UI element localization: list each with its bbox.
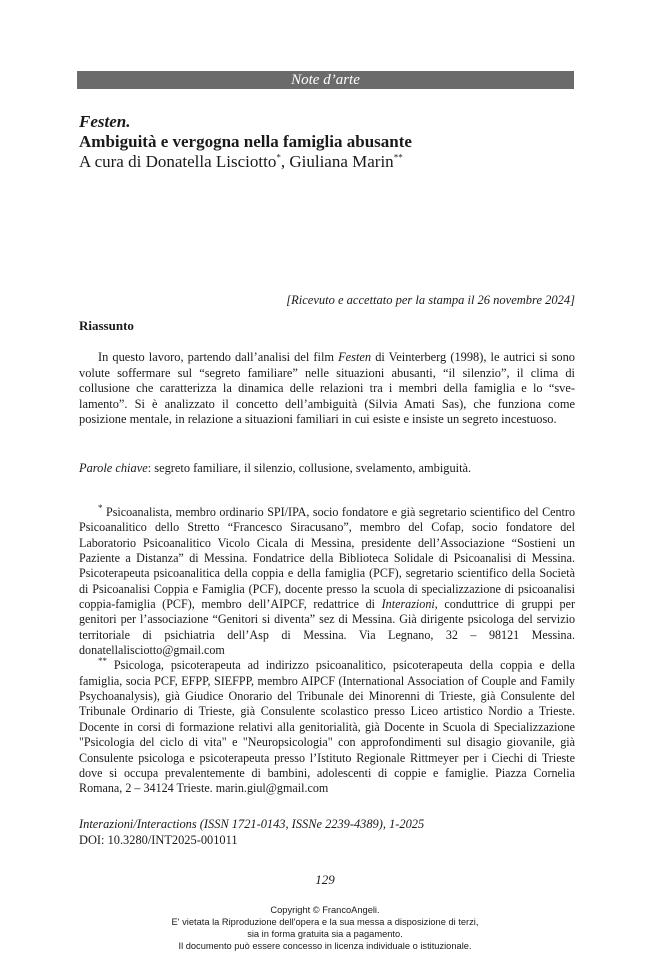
section-label-bar xyxy=(77,71,574,89)
article-authors xyxy=(79,152,579,172)
keywords xyxy=(79,461,575,477)
keywords-label: Parole chiave xyxy=(79,461,148,475)
title-block xyxy=(79,112,579,172)
article-title: Festen. xyxy=(79,112,131,131)
film-title: Festen xyxy=(338,350,372,364)
authors-prefix: A cura di Donatella Lisciotto xyxy=(79,152,277,171)
abstract-text-end: di Veinterberg (1998), le autrici si sono volute soffermare sul “segreto familiare” nelle situazioni abusanti, “il silenzio”, il clima di collusione che caratterizza la dinamica delle relazioni tra i membri della famiglia e lo “svelamento”. Si è analizzato il concetto dell’ambiguità (Silvia Amati Sas), che funziona come posizione mentale, in relazione a situazioni familiari in cui esiste e insiste un segreto incestuoso. xyxy=(79,350,575,427)
author1-footnote-mark: * xyxy=(276,152,281,163)
abstract-text xyxy=(79,350,575,428)
abstract-heading: Riassunto xyxy=(79,318,134,333)
copyright-line-4: Il documento può essere concesso in licenza individuale o istituzionale. xyxy=(178,941,472,951)
footnotes xyxy=(79,502,575,797)
footnote-2-text: Psicologa, psicoterapeuta ad indirizzo psicoanalitico, psicoterapeuta della coppia e della famiglia, socia PCF, EFPP, SIEFPP, membro AIPCF (International Association of Couple and Family Psychoanalysis), già Giudice Onorario del Tribunale dei Minorenni di Trieste, già Consulente del Tribunale Ordinario di Trieste, già Consulente scolastico presso Liceo artistico Nordio a Trieste. Docente in corsi di formazione relativi alla genitorialità, già Docente in Scuola di Specializzazione "Psicologia del ciclo di vita" e "Neuropsicologia" con approfondimenti sul disagio giovanile, già Consulente psicologa e psicoterapeuta presso l’Istituto Regionale Rittmeyer per i Ciechi di Trieste dove si occupa prevalentemente di bambini, adolescenti di coppie e famiglie. Piazza Cornelia Romana, 2 – 34124 Trieste. marin.giul@gmail.com xyxy=(79,658,575,796)
journal-citation: Interazioni/Interactions (ISSN 1721-0143, ISSNe 2239-4389), 1-2025 xyxy=(79,817,425,831)
page-number: 129 xyxy=(315,872,335,887)
article-subtitle: Ambiguità e vergogna nella famiglia abusante xyxy=(79,132,412,151)
footnote-1-text-end: , conduttrice di gruppi per genitori per l’associazione “Genitori si diventa” sez di Messina. Già dirigente psicologa del servizio territoriale di psichiatria dell’Asp di Messina. Via Legnano, 32 – 98121 Messina. donatellalisciotto@gmail.com xyxy=(79,597,575,658)
footnote-1-text-start: Psicoanalista, membro ordinario SPI/IPA, socio fondatore e già segretario scientifico del Centro Psicoanalitico dello Stretto “Francesco Siracusano”, membro del Cofap, socio fondatore del Laboratorio Psicoanalitico Vicolo Cicala di Messina, presidente dell’Associazione “Sostieni un Paziente a Distanza” di Messina. Fondatrice della Biblioteca Solidale di Psicoanalisi di Messina. Psicoterapeuta psicoanalitica della coppia e della famiglia (PCF), segretario scientifico della Società di Psicoanalisi Coppia e Famiglia (PCF), docente presso la scuola di specializzazione di psicoanalisi coppia-famiglia (PCF), membro dell’AIPCF, redattrice di xyxy=(79,505,575,612)
authors-second: , Giuliana Marin xyxy=(280,152,394,171)
author2-footnote-mark: ** xyxy=(393,152,403,163)
footnote-1 xyxy=(79,502,575,658)
footnote-1-italic: Interazioni xyxy=(381,597,435,612)
citation xyxy=(79,817,575,848)
copyright-line-1: Copyright © FrancoAngeli. xyxy=(270,905,380,915)
doi: DOI: 10.3280/INT2025-001011 xyxy=(79,832,238,847)
copyright-line-3: sia in forma gratuita sia a pagamento. xyxy=(247,929,403,939)
footnote-1-mark: * xyxy=(98,502,103,513)
keywords-text: : segreto familiare, il silenzio, collusione, svelamento, ambiguità. xyxy=(147,461,472,475)
section-label: Note d’arte xyxy=(291,72,360,88)
received-date: [Ricevuto e accettato per la stampa il 26 novembre 2024] xyxy=(286,293,575,307)
footnote-2 xyxy=(79,658,575,796)
footnote-2-mark: ** xyxy=(98,656,107,667)
copyright-line-2: E' vietata la Riproduzione dell'opera e la sua messa a disposizione di terzi, xyxy=(171,917,479,927)
abstract-text-start: In questo lavoro, partendo dall’analisi del film xyxy=(98,350,339,364)
copyright-notice xyxy=(0,904,650,952)
